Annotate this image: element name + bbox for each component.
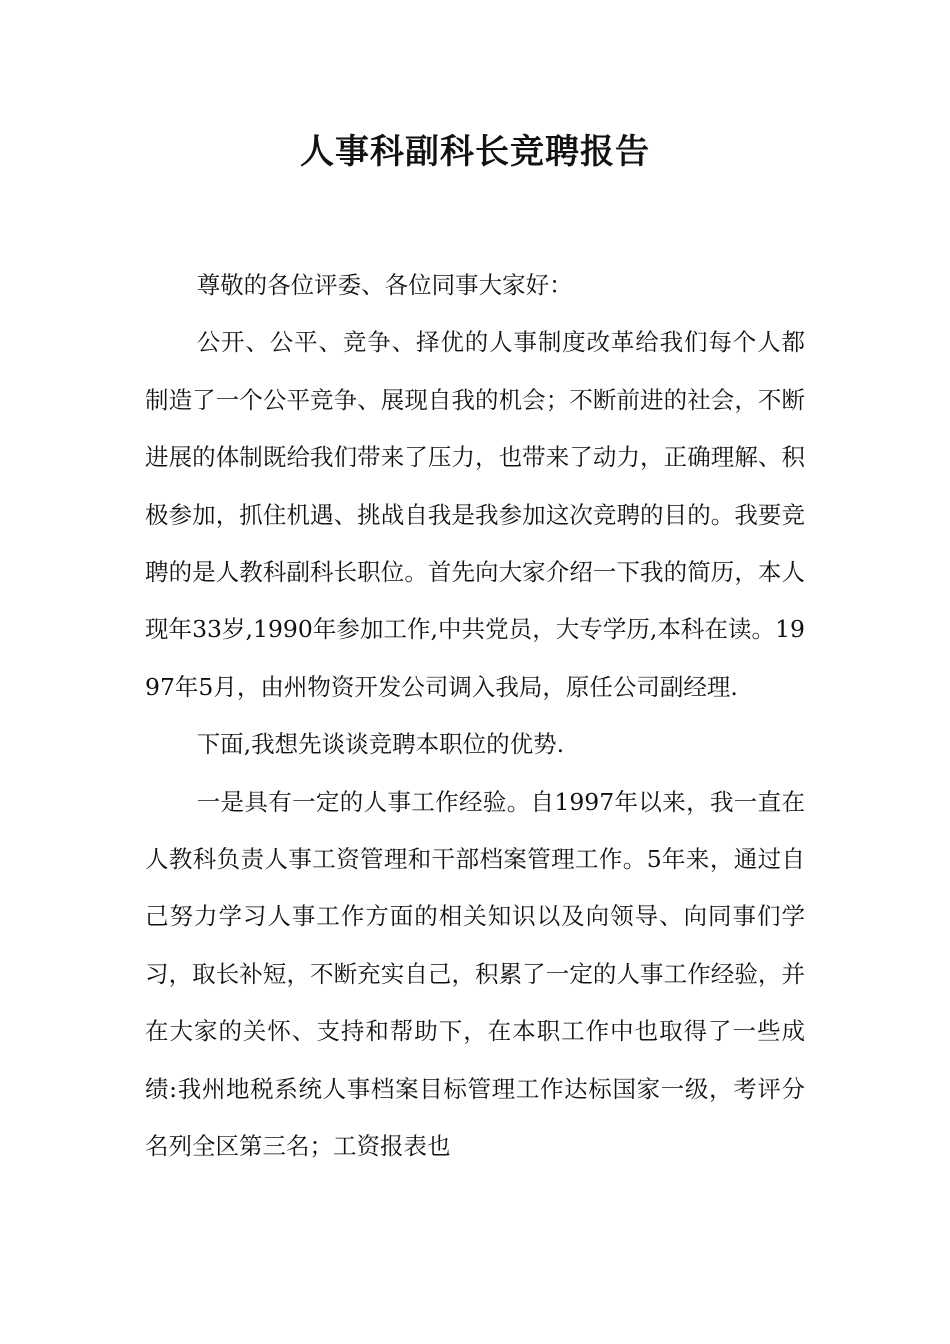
- advantage-paragraph: 一是具有一定的人事工作经验。自1997年以来，我一直在人教科负责人事工资管理和干部档案管理工作。5年来，通过自己努力学习人事工作方面的相关知识以及向领导、向同事们学习，取长补短，不断充实自己，积累了一定的人事工作经验，并在大家的关怀、支持和帮助下，在本职工作中也取得了一些成绩:我州地税系统人事档案目标管理工作达标国家一级，考评分名列全区第三名；工资报表也: [145, 787, 805, 1161]
- document-title: 人事科副科长竞聘报告: [300, 132, 650, 172]
- document-body: [145, 257, 805, 1176]
- greeting-paragraph: 尊敬的各位评委、各位同事大家好：: [196, 271, 573, 299]
- transition-paragraph: 下面,我想先谈谈竞聘本职位的优势.: [196, 730, 565, 759]
- intro-paragraph: 公开、公平、竞争、择优的人事制度改革给我们每个人都制造了一个公平竞争、展现自我的机会；不断前进的社会，不断进展的体制既给我们带来了压力，也带来了动力，正确理解、积极参加，抓住机遇、挑战自我是我参加这次竞聘的目的。我要竞聘的是人教科副科长职位。首先向大家介绍一下我的简历，本人现年33岁,1990年参加工作,中共党员，大专学历,本科在读。1997年5月，由州物资开发公司调入我局，原任公司副经理.: [145, 328, 805, 701]
